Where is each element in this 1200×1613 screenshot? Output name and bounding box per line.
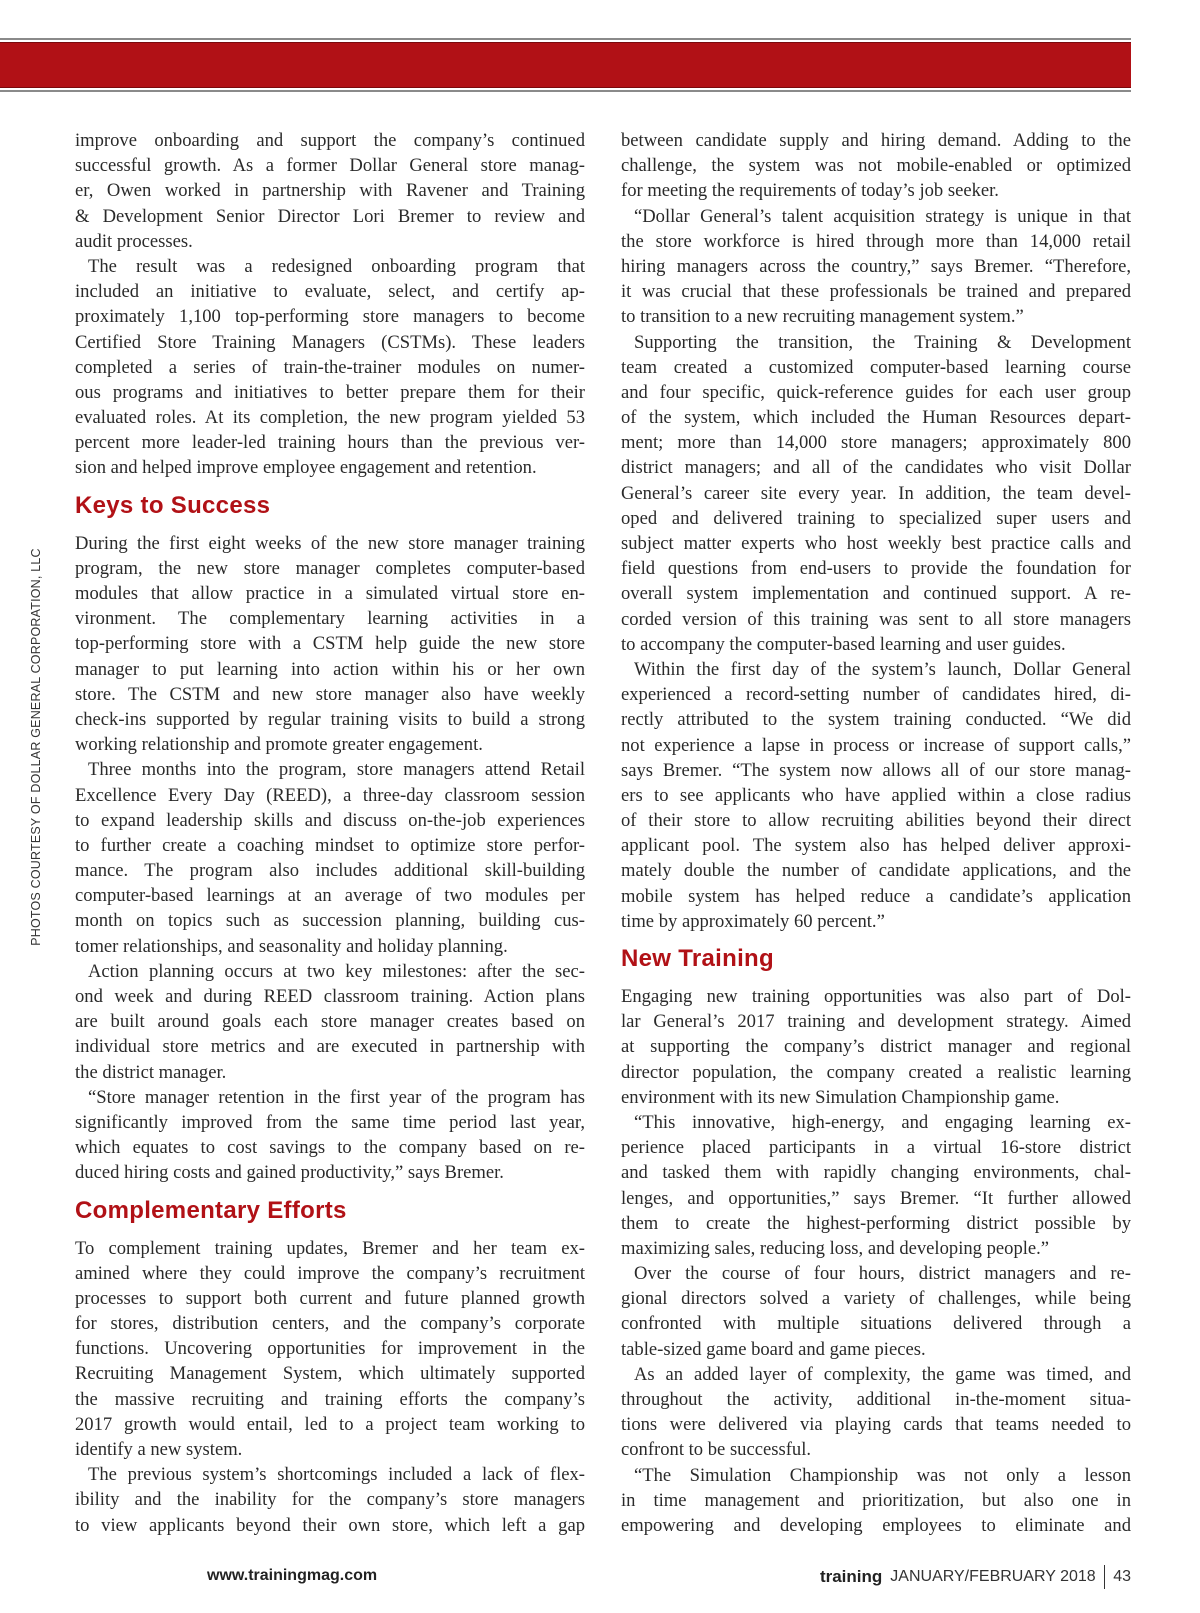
footer-folio — [820, 1565, 1131, 1589]
text-line: ment; more than 14,000 store managers; approximately 800 — [621, 432, 1131, 454]
text-line: identify a new system. — [75, 1439, 243, 1460]
text-line: completed a series of train-the-trainer modules on numer- — [75, 356, 585, 378]
text-line: Within the first day of the system’s launch, Dollar General — [634, 658, 1131, 680]
text-line: Three months into the program, store managers attend Retail — [88, 759, 585, 781]
text-line: oped and delivered training to specialized super users and — [621, 507, 1131, 529]
text-line: lar General’s 2017 training and development strategy. Aimed — [621, 1011, 1131, 1033]
text-line: functions. Uncovering opportunities for improvement in the — [75, 1338, 585, 1360]
text-line: processes to support both current and future planned growth — [75, 1287, 585, 1309]
header-red-bar — [0, 42, 1131, 88]
footer-issue: JANUARY/FEBRUARY 2018 — [890, 1568, 1096, 1585]
text-line: General’s career site every year. In addition, the team devel- — [621, 482, 1131, 504]
text-line: them to create the highest-performing district possible by — [621, 1212, 1131, 1234]
footer-url: www.trainingmag.com — [207, 1567, 378, 1584]
text-line: computer-based learnings at an average of two modules per — [75, 885, 585, 907]
text-line: Engaging new training opportunities was also part of Dol- — [621, 986, 1131, 1007]
text-line: ous programs and initiatives to better prepare them for their — [75, 381, 585, 403]
text-line: empowering and developing employees to eliminate and — [621, 1514, 1131, 1536]
text-line: Excellence Every Day (REED), a three-day classroom session — [75, 784, 585, 806]
paragraph — [621, 1110, 1131, 1261]
text-line: hiring managers across the country,” says Bremer. “Therefore, — [621, 255, 1131, 277]
text-line: Recruiting Management System, which ultimately supported — [75, 1363, 585, 1385]
text-line: at supporting the company’s district manager and regional — [621, 1036, 1131, 1058]
text-line: gional directors solved a variety of challenges, while being — [621, 1288, 1131, 1310]
text-line: to expand leadership skills and discuss on-the-job experiences — [75, 809, 585, 831]
text-line: amined where they could improve the company’s recruitment — [75, 1262, 585, 1284]
text-line: perience placed participants in a virtual 16-store district — [621, 1137, 1131, 1159]
section-heading: New Training — [621, 945, 774, 972]
text-line: throughout the activity, additional in-the-moment situa- — [621, 1389, 1131, 1410]
text-line: individual store metrics and are executed in partnership with — [75, 1036, 585, 1058]
paragraph — [75, 757, 585, 959]
text-line: percent more leader-led training hours than the previous ver- — [75, 432, 585, 454]
text-line: The previous system’s shortcomings included a lack of flex- — [88, 1464, 585, 1486]
text-line: for meeting the requirements of today’s job seeker. — [621, 180, 999, 202]
text-line: time by approximately 60 percent.” — [621, 910, 885, 932]
page-number: 43 — [1113, 1568, 1131, 1585]
text-line: experienced a record-setting number of candidates hired, di- — [621, 684, 1131, 706]
text-line: Over the course of four hours, district managers and re- — [634, 1263, 1131, 1285]
text-line: confront to be successful. — [621, 1439, 812, 1461]
paragraph — [75, 531, 585, 758]
text-line: As an added layer of complexity, the game was timed, and — [634, 1363, 1131, 1385]
text-line: ond week and during REED classroom training. Action plans — [75, 986, 585, 1007]
text-line: modules that allow practice in a simulated virtual store en- — [75, 583, 585, 604]
text-line: lenges, and opportunities,” says Bremer. “It further allowed — [621, 1187, 1131, 1209]
text-line: which equates to cost savings to the company based on re- — [75, 1137, 585, 1159]
text-line: 2017 growth would entail, led to a project team working to — [75, 1413, 585, 1435]
text-line: & Development Senior Director Lori Bremer to review and — [75, 205, 585, 227]
text-line: significantly improved from the same time period last year, — [75, 1111, 585, 1133]
text-line: table-sized game board and game pieces. — [621, 1338, 926, 1360]
text-line: field questions from end-users to provide the foundation for — [621, 558, 1131, 580]
text-line: improve onboarding and support the company’s continued — [75, 130, 585, 151]
text-line: of the system, which included the Human Resources depart- — [621, 407, 1131, 429]
header-rule-top — [0, 38, 1131, 40]
text-line: challenge, the system was not mobile-enabled or optimized — [621, 155, 1131, 177]
text-line: overall system implementation and continued support. A re- — [621, 583, 1131, 605]
text-line: maximizing sales, reducing loss, and developing people.” — [621, 1237, 1050, 1259]
paragraph — [75, 1085, 585, 1186]
text-line: environment with its new Simulation Championship game. — [621, 1086, 1060, 1108]
text-line: ibility and the inability for the company’s store managers — [75, 1489, 585, 1511]
text-line: manager to put learning into action within his or her own — [75, 658, 585, 680]
paragraph — [75, 1462, 585, 1538]
paragraph — [621, 657, 1131, 934]
text-line: for stores, distribution centers, and the company’s corporate — [75, 1313, 585, 1335]
text-line: duced hiring costs and gained productivity,” says Bremer. — [75, 1162, 504, 1184]
text-line: working relationship and promote greater engagement. — [75, 734, 483, 756]
text-line: successful growth. As a former Dollar General store manag- — [75, 155, 585, 177]
paragraph — [75, 128, 585, 254]
text-line: top-performing store with a CSTM help guide the new store — [75, 633, 585, 655]
text-line: to further create a coaching mindset to optimize store perfor- — [75, 834, 585, 856]
paragraph — [621, 1362, 1131, 1463]
text-line: it was crucial that these professionals be trained and prepared — [621, 281, 1131, 303]
text-line: the massive recruiting and training efforts the company’s — [75, 1388, 585, 1410]
text-line: “Store manager retention in the first year of the program has — [88, 1086, 585, 1108]
text-line: mobile system has helped reduce a candidate’s application — [621, 885, 1131, 907]
text-line: To complement training updates, Bremer and her team ex- — [75, 1237, 585, 1259]
section-heading: Keys to Success — [75, 491, 271, 519]
footer-divider — [1104, 1565, 1106, 1589]
paragraph — [621, 128, 1131, 204]
text-line: “This innovative, high-energy, and engaging learning ex- — [634, 1111, 1131, 1133]
header-rule-bottom — [0, 90, 1131, 92]
text-line: tions were delivered via playing cards that teams needed to — [621, 1414, 1131, 1436]
text-line: confronted with multiple situations delivered through a — [621, 1313, 1131, 1335]
footer-brand: training — [819, 1567, 883, 1586]
section-heading: Complementary Efforts — [75, 1196, 347, 1224]
paragraph — [621, 984, 1131, 1110]
photo-credit: PHOTOS COURTESY OF DOLLAR GENERAL CORPORATION, LLC — [29, 548, 43, 946]
paragraph — [621, 1463, 1131, 1539]
text-line: sion and helped improve employee engagement and retention. — [75, 457, 537, 479]
text-line: are built around goals each store manager creates based on — [75, 1011, 585, 1033]
text-line: corded version of this training was sent to all store managers — [621, 608, 1131, 630]
paragraph — [621, 330, 1131, 657]
text-line: vironment. The complementary learning activities in a — [75, 608, 585, 630]
text-line: Action planning occurs at two key milestones: after the sec- — [88, 960, 585, 982]
text-line: subject matter experts who host weekly best practice calls and — [621, 533, 1131, 554]
text-line: between candidate supply and hiring demand. Adding to the — [621, 130, 1131, 151]
text-line: mately double the number of candidate applications, and the — [621, 860, 1131, 882]
text-line: audit processes. — [75, 230, 193, 252]
text-line: month on topics such as succession planning, building cus- — [75, 910, 585, 932]
text-line: evaluated roles. At its completion, the new program yielded 53 — [75, 407, 585, 429]
paragraph — [621, 204, 1131, 330]
text-line: mance. The program also includes additional skill-building — [75, 860, 585, 882]
text-line: “Dollar General’s talent acquisition strategy is unique in that — [634, 205, 1131, 227]
text-line: director population, the company created a realistic learning — [621, 1061, 1131, 1083]
paragraph — [75, 254, 585, 481]
text-line: The result was a redesigned onboarding program that — [88, 255, 585, 277]
text-line: tomer relationships, and seasonality and holiday planning. — [75, 935, 508, 957]
paragraph — [75, 959, 585, 1085]
text-line: applicant pool. The system also has helped deliver approxi- — [621, 835, 1131, 857]
text-line: store. The CSTM and new store manager also have weekly — [75, 683, 585, 705]
left-column — [75, 128, 585, 1538]
text-line: er, Owen worked in partnership with Ravener and Training — [75, 180, 585, 202]
text-line: “The Simulation Championship was not only a lesson — [634, 1464, 1131, 1486]
text-line: not experience a lapse in process or increase of support calls,” — [621, 734, 1131, 756]
text-line: Certified Store Training Managers (CSTMs). These leaders — [75, 331, 585, 353]
text-line: the district manager. — [75, 1061, 227, 1083]
paragraph — [75, 1236, 585, 1463]
text-line: of their store to allow recruiting abilities beyond their direct — [621, 810, 1131, 832]
text-line: check-ins supported by regular training visits to build a strong — [75, 708, 585, 730]
text-line: During the first eight weeks of the new store manager training — [75, 532, 585, 554]
text-line: ers to see applicants who have applied within a close radius — [621, 784, 1131, 806]
text-line: to accompany the computer-based learning and user guides. — [621, 633, 1066, 655]
paragraph — [621, 1261, 1131, 1362]
text-line: district managers; and all of the candidates who visit Dollar — [621, 457, 1131, 479]
text-line: in time management and prioritization, but also one in — [621, 1489, 1131, 1511]
text-line: to transition to a new recruiting management system.” — [621, 306, 1024, 328]
text-line: to view applicants beyond their own store, which left a gap — [75, 1514, 585, 1536]
text-line: included an initiative to evaluate, select, and certify ap- — [75, 281, 585, 303]
text-line: team created a customized computer-based learning course — [621, 356, 1131, 378]
header-band — [0, 38, 1131, 92]
right-column — [621, 128, 1131, 1538]
text-line: rectly attributed to the system training conducted. “We did — [621, 709, 1131, 731]
text-line: the store workforce is hired through more than 14,000 retail — [621, 230, 1131, 252]
text-line: program, the new store manager completes computer-based — [75, 557, 585, 579]
text-line: Supporting the transition, the Training & Development — [634, 331, 1131, 353]
text-line: and tasked them with rapidly changing environments, chal- — [621, 1162, 1131, 1184]
text-line: says Bremer. “The system now allows all of our store manag- — [621, 759, 1131, 781]
text-line: and four specific, quick-reference guides for each user group — [621, 381, 1131, 403]
text-line: proximately 1,100 top-performing store managers to become — [75, 306, 585, 328]
